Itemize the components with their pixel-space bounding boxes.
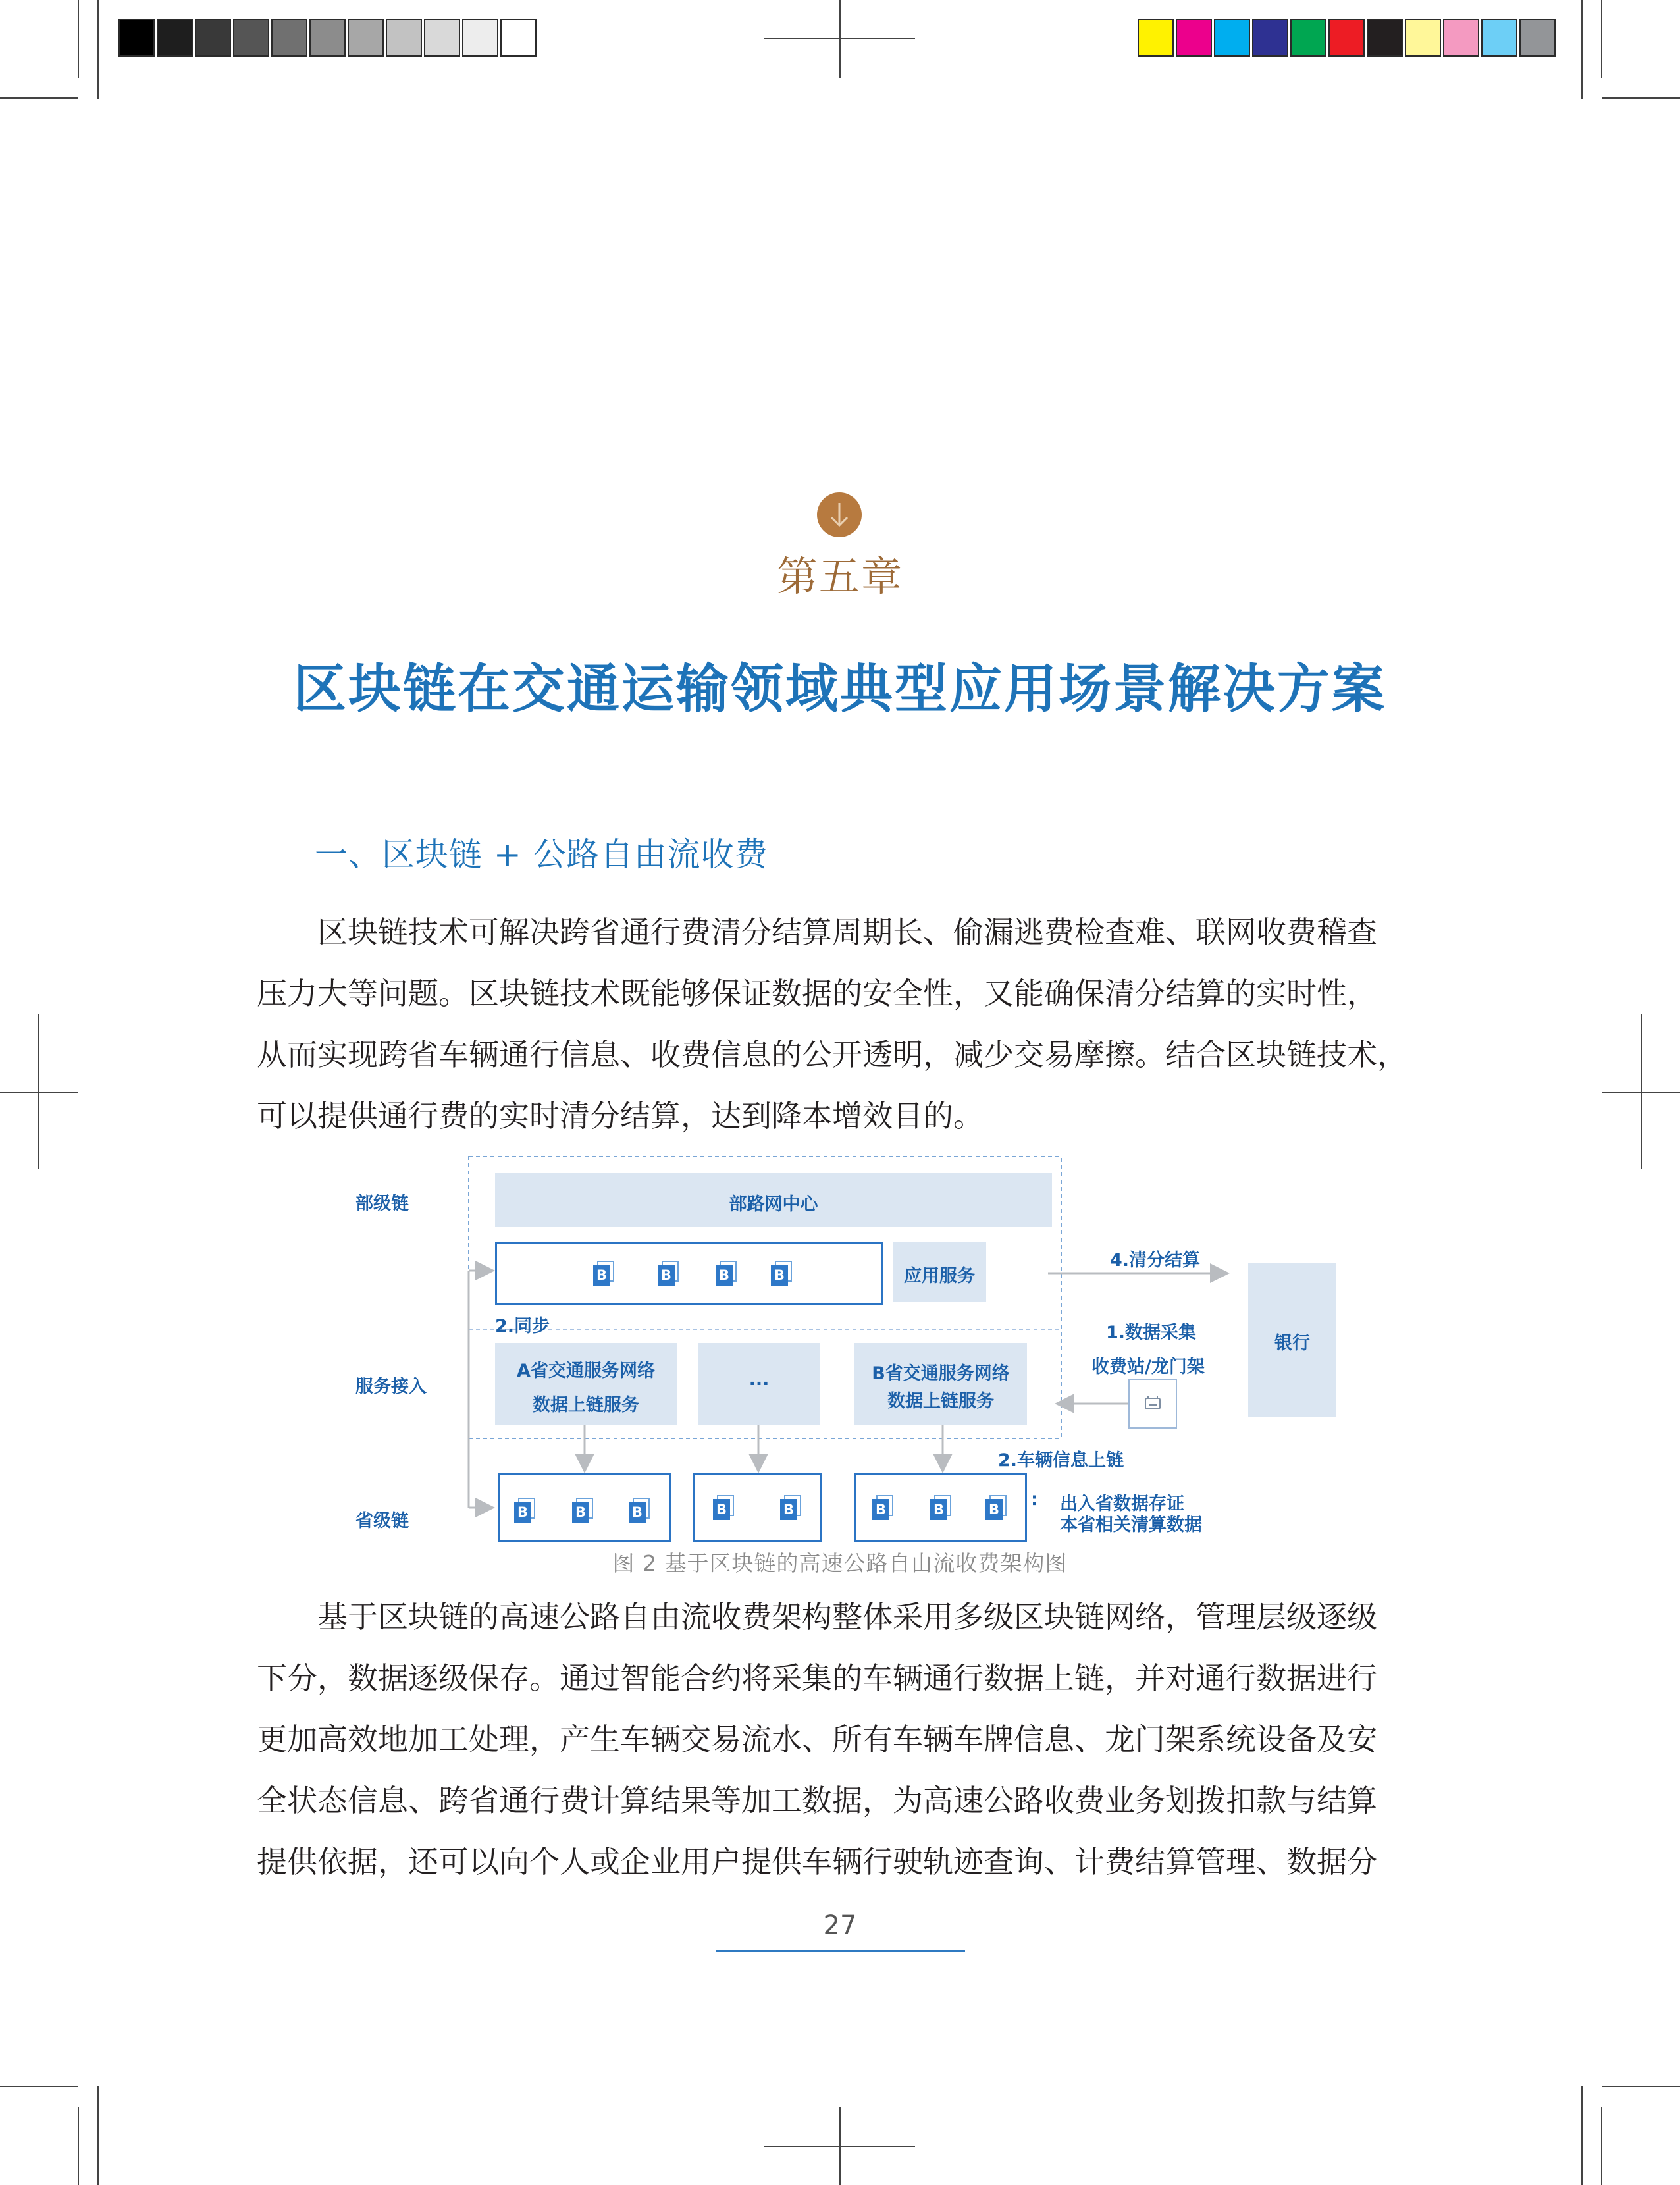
province-chain-box — [693, 1473, 822, 1542]
block-node: B — [514, 1498, 534, 1523]
paragraph-line: 区块链技术可解决跨省通行费清分结算周期长、偷漏逃费检查难、联网收费稽查 — [317, 914, 1377, 950]
paragraph-line: 从而实现跨省车辆通行信息、收费信息的公开透明，减少交易摩擦。结合区块链技术， — [257, 1037, 1407, 1072]
app-service-label: 应用服务 — [904, 1266, 975, 1286]
province-chain-box — [854, 1473, 1027, 1542]
paragraph-architecture — [257, 1587, 1423, 1893]
block-node: B — [930, 1495, 950, 1520]
vehicle-chain-label: 2.车辆信息上链 — [998, 1450, 1124, 1471]
note-bullet: : — [1031, 1489, 1038, 1510]
block-node: B — [771, 1261, 791, 1286]
paragraph-line: 更加高效地加工处理，产生车辆交易流水、所有车辆车牌信息、龙门架系统设备及安 — [257, 1722, 1377, 1757]
section-title: 一、区块链 + 公路自由流收费 — [315, 835, 768, 874]
paragraph-line: 下分，数据逐级保存。通过智能合约将采集的车辆通行数据上链，并对通行数据进行 — [257, 1660, 1377, 1696]
province-b-service-box — [854, 1343, 1027, 1425]
block-node: B — [658, 1261, 677, 1286]
province-a-line: 数据上链服务 — [533, 1395, 639, 1415]
province-a-line: A省交通服务网络 — [517, 1361, 655, 1381]
bank-label: 银行 — [1274, 1333, 1310, 1354]
row-label-service: 服务接入 — [355, 1377, 427, 1397]
block-node: B — [872, 1495, 892, 1520]
app-service-box — [893, 1242, 986, 1302]
province-b-line: B省交通服务网络 — [872, 1363, 1010, 1384]
block-node: B — [780, 1495, 800, 1520]
row-label-ministry: 部级链 — [355, 1194, 409, 1214]
province-chain-box — [498, 1473, 671, 1542]
paragraph-line: 全状态信息、跨省通行费计算结果等加工数据，为高速公路收费业务划拨扣款与结算 — [257, 1783, 1377, 1818]
figure-caption: 图 2 基于区块链的高速公路自由流收费架构图 — [612, 1550, 1068, 1576]
toll-label: 收费站/龙门架 — [1091, 1357, 1205, 1377]
page-number-rule — [716, 1950, 965, 1952]
paragraph-line: 压力大等问题。区块链技术既能够保证数据的安全性，又能确保清分结算的实时性， — [257, 976, 1377, 1011]
toll-device-icon — [1128, 1379, 1177, 1429]
block-node: B — [572, 1498, 592, 1523]
chapter-number: 第五章 — [776, 552, 903, 600]
ministry-chain-box — [495, 1242, 883, 1305]
ellipsis-label: ... — [748, 1369, 770, 1390]
note-line: 本省相关清算数据 — [1060, 1515, 1202, 1535]
chapter-title: 区块链在交通运输领域典型应用场景解决方案 — [294, 658, 1386, 720]
ministry-center-box — [495, 1173, 1052, 1227]
province-b-line: 数据上链服务 — [887, 1391, 994, 1411]
block-node: B — [629, 1498, 648, 1523]
paragraph-line: 可以提供通行费的实时清分结算，达到降本增效目的。 — [257, 1098, 984, 1134]
block-node: B — [713, 1495, 733, 1520]
block-node: B — [985, 1495, 1005, 1520]
note-line: 出入省数据存证 — [1060, 1494, 1184, 1514]
collect-label: 1.数据采集 — [1106, 1323, 1197, 1343]
province-a-service-box — [495, 1343, 677, 1425]
paragraph-line: 基于区块链的高速公路自由流收费架构整体采用多级区块链网络，管理层级逐级 — [317, 1599, 1377, 1635]
sync-label: 2.同步 — [495, 1316, 550, 1336]
row-label-province: 省级链 — [355, 1511, 409, 1531]
paragraph-line: 提供依据，还可以向个人或企业用户提供车辆行驶轨迹查询、计费结算管理、数据分 — [257, 1844, 1377, 1880]
bank-box — [1248, 1263, 1336, 1417]
ministry-center-label: 部路网中心 — [729, 1194, 818, 1215]
block-node: B — [716, 1261, 735, 1286]
block-node: B — [593, 1261, 613, 1286]
page-number: 27 — [823, 1910, 857, 1941]
ellipsis-service-box — [698, 1343, 820, 1425]
settle-label: 4.清分结算 — [1110, 1250, 1201, 1271]
